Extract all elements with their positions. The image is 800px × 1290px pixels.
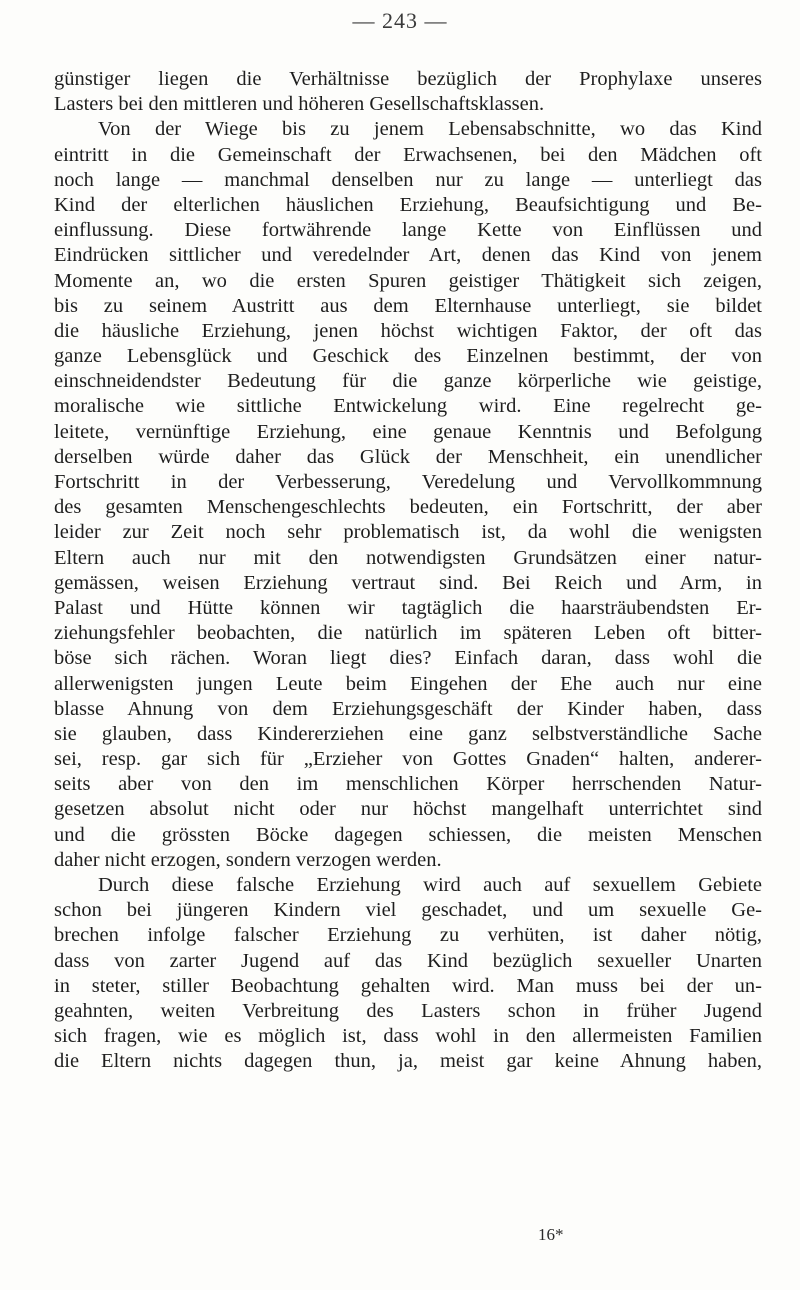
text-line: derselben würde daher das Glück der Menschheit, ein unendlicher	[54, 445, 762, 468]
text-line: einflussung. Diese fortwährende lange Kette von Einflüssen und	[54, 219, 762, 242]
text-line: sie glauben, dass Kindererziehen eine ganz selbstverständliche Sache	[54, 722, 762, 745]
text-line: sich fragen, wie es möglich ist, dass wohl in den allermeisten Familien	[54, 1025, 762, 1048]
text-line: bis zu seinem Austritt aus dem Elternhause unterliegt, sie bildet	[54, 294, 762, 317]
text-line: dass von zarter Jugend auf das Kind bezüglich sexueller Unarten	[54, 949, 762, 972]
text-line: die häusliche Erziehung, jenen höchst wichtigen Faktor, der oft das	[54, 319, 762, 342]
text-line: Eltern auch nur mit den notwendigsten Grundsätzen einer natur-	[54, 546, 762, 569]
text-line: Lasters bei den mittleren und höheren Gesellschaftsklassen.	[54, 93, 545, 116]
text-line: und die grössten Böcke dagegen schiessen, die meisten Menschen	[54, 823, 762, 846]
text-line: eintritt in die Gemeinschaft der Erwachsenen, bei den Mädchen oft	[54, 143, 762, 166]
text-line: die Eltern nichts dagegen thun, ja, meist gar keine Ahnung haben,	[54, 1050, 762, 1073]
text-line: Kind der elterlichen häuslichen Erziehung, Beaufsichtigung und Be-	[54, 193, 762, 216]
text-line: einschneidendster Bedeutung für die ganze körperliche wie geistige,	[54, 370, 762, 393]
text-line: daher nicht erzogen, sondern verzogen werden.	[54, 848, 442, 871]
text-line: in steter, stiller Beobachtung gehalten wird. Man muss bei der un-	[54, 974, 762, 997]
text-line: gemässen, weisen Erziehung vertraut sind. Bei Reich und Arm, in	[54, 571, 762, 594]
text-line: geahnten, weiten Verbreitung des Lasters schon in früher Jugend	[54, 999, 762, 1022]
text-line: allerwenigsten jungen Leute beim Eingehen der Ehe auch nur eine	[54, 672, 762, 695]
text-line: leitete, vernünftige Erziehung, eine genaue Kenntnis und Befolgung	[54, 420, 762, 443]
text-line: böse sich rächen. Woran liegt dies? Einfach daran, dass wohl die	[54, 647, 762, 670]
text-line: moralische wie sittliche Entwickelung wird. Eine regelrecht ge-	[54, 395, 762, 418]
text-line: ganze Lebensglück und Geschick des Einzelnen bestimmt, der von	[54, 345, 762, 368]
text-line: ziehungsfehler beobachten, die natürlich im späteren Leben oft bitter-	[54, 622, 762, 645]
text-line: gesetzen absolut nicht oder nur höchst mangelhaft unterrichtet sind	[54, 798, 762, 821]
body-text	[54, 67, 762, 1075]
text-line: schon bei jüngeren Kindern viel geschadet, und um sexuelle Ge-	[54, 899, 762, 922]
text-line: günstiger liegen die Verhältnisse bezüglich der Prophylaxe unseres	[54, 68, 762, 90]
text-line: Eindrücken sittlicher und veredelnder Art, denen das Kind von jenem	[54, 244, 762, 267]
text-line: brechen infolge falscher Erziehung zu verhüten, ist daher nötig,	[54, 924, 762, 947]
text-line: Von der Wiege bis zu jenem Lebensabschnitte, wo das Kind	[98, 118, 762, 141]
text-line: Palast und Hütte können wir tagtäglich die haarsträubendsten Er-	[54, 596, 762, 619]
text-line: des gesamten Menschengeschlechts bedeuten, ein Fortschritt, der aber	[54, 496, 762, 519]
text-line: Momente an, wo die ersten Spuren geistiger Thätigkeit sich zeigen,	[54, 269, 762, 292]
page-number: — 243 —	[352, 8, 448, 33]
text-line: seits aber von den im menschlichen Körper herrschenden Natur-	[54, 773, 762, 796]
text-line: Durch diese falsche Erziehung wird auch auf sexuellem Gebiete	[98, 874, 762, 896]
text-line: sei, resp. gar sich für „Erzieher von Gottes Gnaden“ halten, anderer-	[54, 748, 762, 771]
text-line: Fortschritt in der Verbesserung, Veredelung und Vervollkommnung	[54, 471, 762, 493]
text-line: noch lange — manchmal denselben nur zu lange — unterliegt das	[54, 168, 762, 191]
text-line: blasse Ahnung von dem Erziehungsgeschäft der Kinder haben, dass	[54, 697, 762, 720]
printer-signature: 16*	[538, 1225, 564, 1244]
text-line: leider zur Zeit noch sehr problematisch ist, da wohl die wenigsten	[54, 521, 762, 544]
